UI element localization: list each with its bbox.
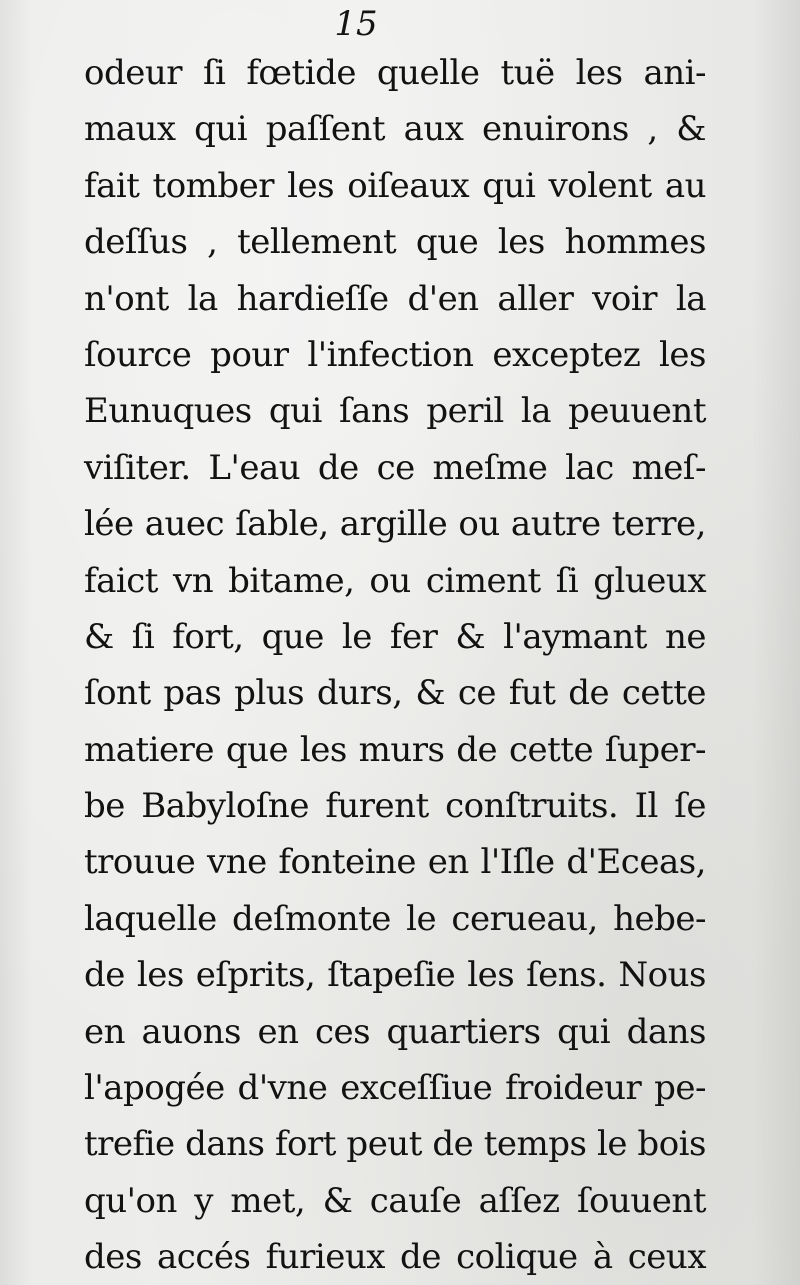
text-line-3: fait tomber les oiſeaux qui volent au — [84, 165, 706, 206]
text-line-16: laquelle deſmonte le cerueau, hebe- — [84, 898, 706, 939]
text-line-9: lée auec ſable, argille ou autre terre, — [84, 504, 706, 545]
text-line-22: des accés furieux de colique à ceux — [84, 1237, 706, 1278]
body-text — [84, 45, 706, 1285]
text-line-14: be Babyloſne furent conſtruits. Il ſe — [84, 786, 706, 827]
text-line-10: faict vn bitame, ou ciment ſi glueux — [84, 560, 706, 601]
text-line-11: & ſi fort, que le fer & l'aymant ne — [84, 616, 706, 657]
text-line-13: matiere que les murs de cette ſuper- — [84, 729, 706, 770]
text-line-12: ſont pas plus durs, & ce fut de cette — [84, 673, 706, 714]
text-line-19: l'apogée d'vne exceſſiue froideur pe- — [84, 1068, 706, 1109]
text-line-6: ſource pour l'infection exceptez les — [84, 334, 706, 375]
text-line-17: de les eſprits, ſtapeſie les ſens. Nous — [84, 955, 706, 996]
text-line-7: Eunuques qui ſans peril la peuuent — [84, 391, 706, 432]
text-line-2: maux qui paſſent aux enuirons , & — [84, 109, 706, 150]
text-line-15: trouue vne fonteine en l'Iſle d'Eceas, — [84, 842, 706, 883]
page-number: 15 — [334, 4, 378, 44]
text-line-4: deſſus , tellement que les hommes — [84, 222, 706, 263]
text-line-1: odeur ſi fœtide quelle tuë les ani- — [84, 53, 706, 93]
text-line-20: trefie dans fort peut de temps le bois — [84, 1124, 706, 1165]
text-line-18: en auons en ces quartiers qui dans — [84, 1011, 706, 1052]
text-line-5: n'ont la hardieſſe d'en aller voir la — [84, 278, 706, 319]
text-line-8: viſiter. L'eau de ce meſme lac meſ- — [84, 447, 706, 488]
text-line-21: qu'on y met, & cauſe aſſez ſouuent — [84, 1180, 706, 1221]
